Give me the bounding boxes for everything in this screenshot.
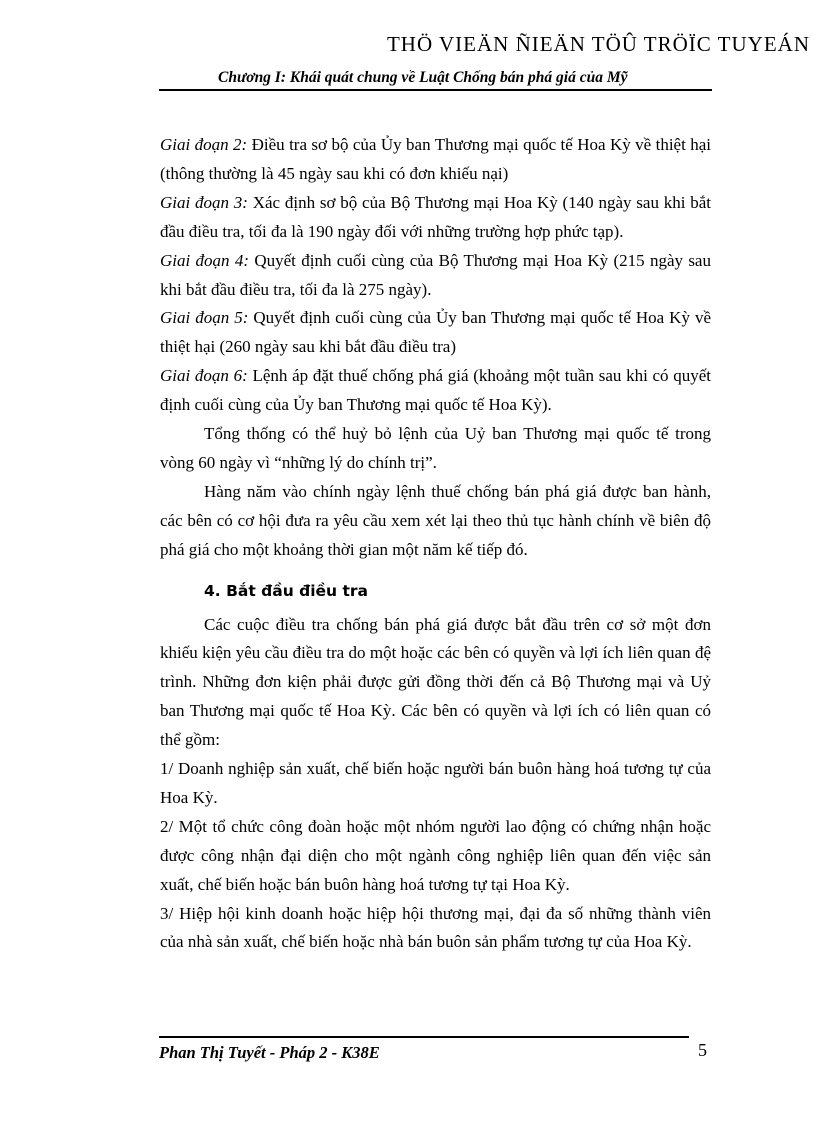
section-heading: 4. Bắt đầu điều tra — [204, 581, 368, 600]
header-rule — [159, 89, 712, 91]
body-paragraph: Tổng thống có thể huỷ bỏ lệnh của Uỷ ban Thương mại quốc tế trong vòng 60 ngày vì “những lý do chính trị”. — [160, 424, 711, 472]
stage-paragraph — [160, 131, 711, 189]
stage-label: Giai đoạn 3: — [160, 192, 248, 212]
stage-paragraph — [160, 247, 711, 305]
document-body — [160, 131, 711, 957]
list-item: 1/ Doanh nghiệp sản xuất, chế biến hoặc người bán buôn hàng hoá tương tự của Hoa Kỳ. — [160, 759, 711, 807]
list-item: 2/ Một tổ chức công đoàn hoặc một nhóm người lao động có chứng nhận hoặc được công nhận đại diện cho một ngành công nghiệp liên quan đến việc sản xuất, chế biến hoặc bán buôn hàng hoá tương tự tại Hoa Kỳ. — [160, 816, 711, 894]
stage-text: Quyết định cuối cùng của Bộ Thương mại Hoa Kỳ (215 ngày sau khi bắt đầu điều tra, tối đa là 275 ngày). — [160, 250, 711, 299]
footer-rule — [159, 1036, 689, 1038]
stage-label: Giai đoạn 6: — [160, 366, 248, 386]
chapter-title: Chương I: Khái quát chung về Luật Chống bán phá giá của Mỹ — [218, 69, 628, 86]
stage-label: Giai đoạn 5: — [160, 308, 249, 328]
stage-text: Lệnh áp đặt thuế chống phá giá (khoảng một tuần sau khi có quyết định cuối cùng của Ủy ban Thương mại quốc tế Hoa Kỳ). — [160, 366, 711, 415]
stage-text: Xác định sơ bộ của Bộ Thương mại Hoa Kỳ (140 ngày sau khi bắt đầu điều tra, tối đa là 190 ngày đối với những trường hợp phức tạp). — [160, 192, 712, 241]
section-intro: Các cuộc điều tra chống bán phá giá được bắt đầu trên cơ sở một đơn khiếu kiện yêu cầu điều tra do một hoặc các bên có quyền và lợi ích liên quan đệ trình. Những đơn kiện phải được gửi đồng thời đến cả Bộ Thương mại và Uỷ ban Thương mại quốc tế Hoa Kỳ. Các bên có quyền và lợi ích có liên quan có thể gồm: — [160, 614, 711, 750]
stage-paragraph — [160, 304, 711, 362]
stage-paragraph — [160, 362, 711, 420]
list-item: 3/ Hiệp hội kinh doanh hoặc hiệp hội thương mại, đại đa số những thành viên của nhà sản xuất, chế biến hoặc nhà bán buôn sản phẩm tương tự của Hoa Kỳ. — [160, 903, 711, 952]
stage-text: Điều tra sơ bộ của Ủy ban Thương mại quốc tế Hoa Kỳ về thiệt hại (thông thường là 45 ngày sau khi có đơn khiếu nại) — [160, 135, 711, 183]
library-watermark: THÖ VIEÄN ÑIEÄN TÖÛ TRÖÏC TUYEÁN — [386, 32, 810, 56]
footer-author: Phan Thị Tuyết - Pháp 2 - K38E — [159, 1043, 380, 1062]
stage-paragraph — [160, 189, 711, 247]
page-number: 5 — [698, 1040, 707, 1060]
stage-label: Giai đoạn 4: — [160, 250, 250, 270]
body-paragraph: Hàng năm vào chính ngày lệnh thuế chống bán phá giá được ban hành, các bên có cơ hội đưa ra yêu cầu xem xét lại theo thủ tục hành chính về biên độ phá giá cho một khoảng thời gian một năm kế tiếp đó. — [160, 481, 711, 559]
stage-label: Giai đoạn 2: — [160, 135, 248, 154]
stage-text: Quyết định cuối cùng của Ủy ban Thương mại quốc tế Hoa Kỳ về thiệt hại (260 ngày sau khi bắt đầu điều tra) — [160, 308, 711, 357]
